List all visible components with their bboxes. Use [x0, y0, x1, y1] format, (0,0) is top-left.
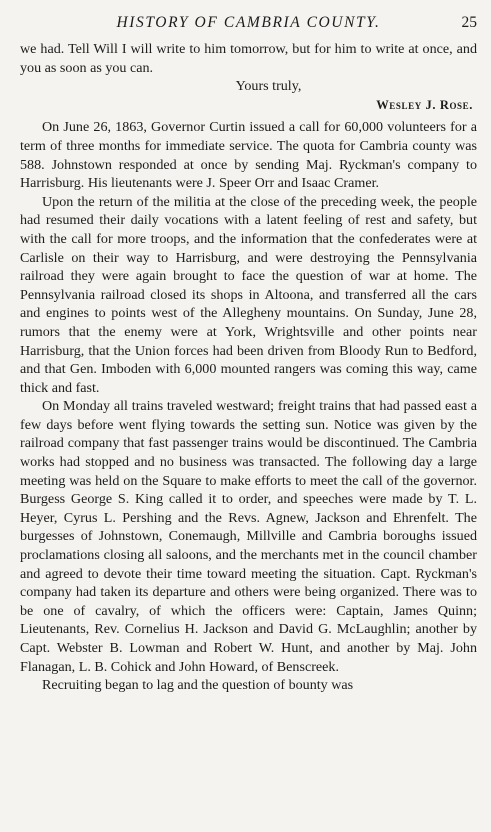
page-header — [20, 0, 477, 40]
paragraph-recruiting: Recruiting began to lag and the question of bounty was — [42, 677, 354, 694]
letter-closing: Yours truly, — [235, 78, 302, 95]
page-number: 25 — [461, 14, 477, 31]
running-head: HISTORY OF CAMBRIA COUNTY. — [116, 14, 381, 31]
letter-signature: Wesley J. Rose. — [376, 97, 473, 112]
paragraph-monday-trains: On Monday all trains traveled westward; freight trains that had passed east a few days before went flying towards the setting sun. Notice was given by the railroad company that fast passenger trains would be discontinued. The Cambria works had stopped and no business was transacted. The following day a large meeting was held on the Square to make efforts to meet the call of the governor. Burgess George S. King called it to order, and speeches were made by T. L. Heyer, Cyrus L. Pershing and the Revs. Agnew, Jackson and Ehrenfelt. The burgesses of Johnstown, Conemaugh, Millville and Cambria boroughs issued proclamations closing all saloons, and the merchants met in the council chamber and agreed to devote their time toward meeting the situation. Capt. Ryckman's company had taken its departure and others were being organized. There was to be one of cavalry, of which the officers were: Captain, James Quinn; Lieutenants, Rev. Cornelius H. Jackson and David G. McLaughlin; another by Capt. Webster B. Lowman and Robert W. Hunt, and another by Maj. John Flanagan, L. B. Cohick and John Howard, of Benscreek. — [20, 398, 477, 675]
paragraph-militia-return: Upon the return of the militia at the close of the preceding week, the people had resumed their daily vocations with a latent feeling of rest and safety, but with the call for more troops, and the information that the confederates were at Carlisle on their way to Harrisburg, and were destroying the Pennsylvania railroad they were again brought to face the question of war at home. The Pennsylvania railroad closed its shops in Altoona, and transferred all the cars and engines to points west of the Allegheny mountains. On Sunday, June 28, rumors that the enemy were at York, Wrightsville and other points near Harrisburg, that the Union forces had been driven from Bloody Run to Bedford, and that Gen. Imboden with 6,000 mounted rangers was coming this way, came thick and fast. — [20, 193, 477, 396]
page-body — [20, 40, 477, 695]
letter-continuation: we had. Tell Will I will write to him tomorrow, but for him to write at once, and you as soon as you can. — [20, 41, 477, 76]
paragraph-governor-call: On June 26, 1863, Governor Curtin issued a call for 60,000 volunteers for a term of three months for immediate service. The quota for Cambria county was 588. Johnstown responded at once by sending Maj. Ryckman's company to Harrisburg. His lieutenants were J. Speer Orr and Isaac Cramer. — [20, 119, 477, 192]
